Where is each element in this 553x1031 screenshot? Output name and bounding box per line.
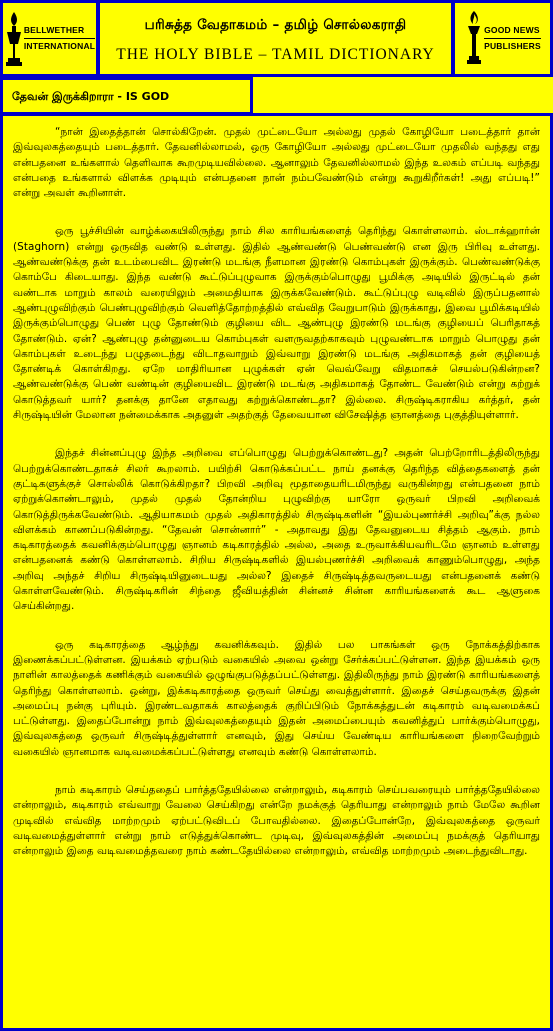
title-tamil: பரிசுத்த வேதாகமம் – தமிழ் சொல்லகராதி (144, 17, 407, 33)
title-english: THE HOLY BIBLE – TAMIL DICTIONARY (116, 46, 435, 63)
publisher-logo-right (452, 0, 553, 77)
paragraph: “நான் இதைத்தான் சொல்கிறேன். முதல் முட்டையோ அல்லது முதல் கோழியோ படைத்தார் தான் இவ்வுலகத்தையும் படைத்தார். தேவனில்லாமல், ஒரு கோழியோ அல்லது முட்டையோ முதலில் வந்தது எது என்பதனை உங்களால் தெளிவாக கூறமுடியவில்லை. ஆனாலும் தேவனில்லாமல் இந்த உலகம் எப்படி வந்தது என்பதை உங்களால் விளக்க முடியும் என்பதனை நான் நம்பவேண்டும் என்று கூறுகிறீர்கள்! அது எப்படி!” என்று அவள் கூறினாள். (13, 126, 540, 200)
section-title: தேவன் இருக்கிறாரா - IS GOD (12, 90, 170, 103)
header-title-box (97, 0, 454, 77)
torch-icon (464, 10, 484, 68)
article-content (3, 116, 550, 859)
section-title-box (0, 77, 253, 115)
logo-right-line-1: GOOD NEWS (484, 23, 541, 39)
paragraph: இந்தச் சின்னப்புழு இந்த அறிவை எப்பொழுது பெற்றுக்கொண்டது? அதன் பெற்றோரிடத்திலிருந்து பெற்றுக்கொண்டதாகச் சிலர் கூறலாம். பயிற்சி கொடுக்கப்பட்ட நாய் தனக்கு தெரிந்த வித்தைகளைத் தன் குட்டிகளுக்குச் சொல்லிக் கொடுக்கிறதா? பிறவி அறிவு மூதாதையரிடமிருந்து வருகின்றது என்பதனை நாம் ஏற்றுக்கொண்டாலும், முதல் முதல் தோன்றிய புழுவிற்கு யாரோ ஒருவர் பிறவி அறிவைக் கொடுத்திருக்கவேண்டும். ஆதியாகமம் முதல் அதிகாரத்தில் சிருஷ்டிகளின் “இயல்புணர்ச்சி அறிவு”க்கு நல்ல விளக்கம் காணப்படுகின்றது. “தேவன் சொன்னார்” - அதாவது இது தேவனுடைய சித்தம் ஆகும். நாம் கடிகாரத்தைக் கவனிக்கும்பொழுது ஞானம் கடிகாரத்தில் அல்ல, அதை உருவாக்கியவரிடமே ஞானம் உள்ளது என்பதனைக் கண்டு கொள்ளலாம். சிறிய சிருஷ்டிகளில் இயல்புணர்ச்சி அறிவைக் காணும்பொழுது, அந்த அறிவு அந்தச் சிறிய சிருஷ்டியினுடையது அல்ல? இதைச் சிருஷ்டித்தவருடையது என்பதனைக் கண்டு கொள்ளவேண்டும். சிருஷ்டிகரின் சிந்தை ஜீவியத்தின் சின்னச் சின்ன காரியங்களைக் கூட ஆளுகை செய்கின்றது. (13, 447, 541, 613)
logo-right-text (484, 23, 541, 54)
logo-left-line-1: BELLWETHER (24, 23, 95, 39)
paragraph: ஒரு பூச்சியின் வாழ்க்கையிலிருந்து நாம் சில காரியங்களைத் தெரிந்து கொள்ளலாம். ஸ்டாக்ஹார்ன் (Staghorn) என்று ஒருவித வண்டு உள்ளது. இதில் ஆண்வண்டு பெண்வண்டு என இரு பிரிவு உள்ளது. ஆண்வண்டுக்கு தன் உடம்பைவிட இரண்டு மடங்கு நீளமான இரண்டு கொம்புகள் இருக்கும். பெண்வண்டுக்கு கொம்பே கிடையாது. இந்த வண்டு கூட்டுப்புழுவாக இருக்கும்பொழுது பூமிக்கு அடியில் இருட்டில் தன் வண்டாக மாறும் காலம் வரையிலும் அமைதியாக இருக்கவேண்டும். கூட்டுப்புழு வடிவில் இருப்பதனால் ஆண்புழுவிற்கும் பெண்புழுவிற்கும் வெளித்தோற்றத்தில் எவ்வித வேறுபாடும் இருக்காது, இவை பூமிக்கடியில் இருக்கும்பொழுது பெண் புழு தோண்டும் குழியை விட ஆண்புழு இரண்டு மடங்கு குழியைப் பெரிதாகத் தோண்டும். ஏன்? ஆண்புழு தன்னுடைய கொம்புகள் வளருவதற்காகவும் புழுவண்டாக மாறும் பொழுது தன் கொம்புகள் உடைந்து பழுதடைந்து விடாதவாறும் இவ்வாறு இரண்டு மடங்கு அதிகமாகத் தன் குழியைத் தோண்டிக் கொள்கிறது. ஏறே மாதிரியான புழுக்கள் ஏன் வெவ்வேறு விதமாகச் செயல்படுகின்றன? ஆண்வண்டுக்கு பெண் வண்டின் குழியைவிட இரண்டு மடங்கு அதிகமாகத் தோண்ட வேண்டும் என்று கற்றுக் கொடுத்தவர் யார்? தனக்கு தானே எதாவது கற்றுக்கொண்டதா? இல்லை. சிருஷ்டிகராகிய கர்த்தர், தன் சிருஷ்டியின் மேலான நன்மைக்காக அதனுள் அதற்குத் தேவையான விசேஷித்த ஞானத்தை புகுத்தியுள்ளார். (13, 225, 540, 422)
article-body (0, 113, 553, 1031)
logo-left-line-2: INTERNATIONAL (23, 41, 96, 51)
logo-right-line-2: PUBLISHERS (484, 41, 541, 51)
lamp-icon (4, 10, 24, 68)
paragraph: நாம் கடிகாரம் செய்ததைப் பார்த்ததேயில்லை என்றாலும், கடிகாரம் செய்பவரையும் பார்த்ததேயில்லை என்றாலும், கடிகாரம் எவ்வாறு வேலை செய்கிறது என்றே நமக்குத் தெரியாது என்றாலும் நாம் மேலே கூறின முடிவில் எவ்வித மாற்றமும் ஏற்பட்டுவிடப் போவதில்லை. இதைப்போன்றே, இவ்வுலகத்தை ஒருவர் வடிவமைத்துள்ளார் என்று நாம் எடுத்துக்கொண்ட முடிவு, இவ்வுலகத்தின் அமைப்பு நமக்குத் தெரியாது என்றாலும் இதை வடிவமைத்தவரை நாம் கண்டதேயில்லை என்றாலும், எவ்வித மாற்றமும் அடைந்துவிடாது. (13, 783, 540, 858)
paragraph: ஒரு கடிகாரத்தை ஆழ்ந்து கவனிக்கவும். இதில் பல பாகங்கள் ஒரு நோக்கத்திற்காக இணைக்கப்பட்டுள்ளன. இயக்கம் ஏற்படும் வகையில் அவை ஒன்று சேர்க்கப்பட்டுள்ளன. இந்த இயக்கம் ஒரு நாளின் காலத்தைக் கணிக்கும் வகையில் ஒழுங்குபடுத்தப்பட்டுள்ளது. இதிலிருந்து நாம் இரண்டு காரியங்களைத் தெரிந்து கொள்ளலாம். ஒன்று, இக்கடிகாரத்தை ஒருவர் செய்து வைத்துள்ளார். இதைச் செய்தவருக்கு இதன் அமைப்பு நன்கு புரியும். இரண்டவதாகக் காலத்தைக் குறிப்பிடும் நோக்கத்துடன் கடிகாரம் வடிவமைக்கப் பட்டுள்ளது. இதைப்போன்று நாம் இவ்வுலகத்தையும் இதன் அமைப்பையும் கவனித்துப் பார்க்கும்பொழுது, இவ்வுலகத்தை ஒருவர் சிருஷ்டித்துள்ளார் எனவும், இது செய்ய வேண்டிய காரியங்களை நிறைவேற்றும் வகையில் ஞானமாக வடிவமைக்கப்பட்டுள்ளது எனவும் கண்டு கொள்ளலாம். (13, 638, 540, 758)
logo-left-text (24, 23, 95, 54)
publisher-logo-left (0, 0, 99, 77)
